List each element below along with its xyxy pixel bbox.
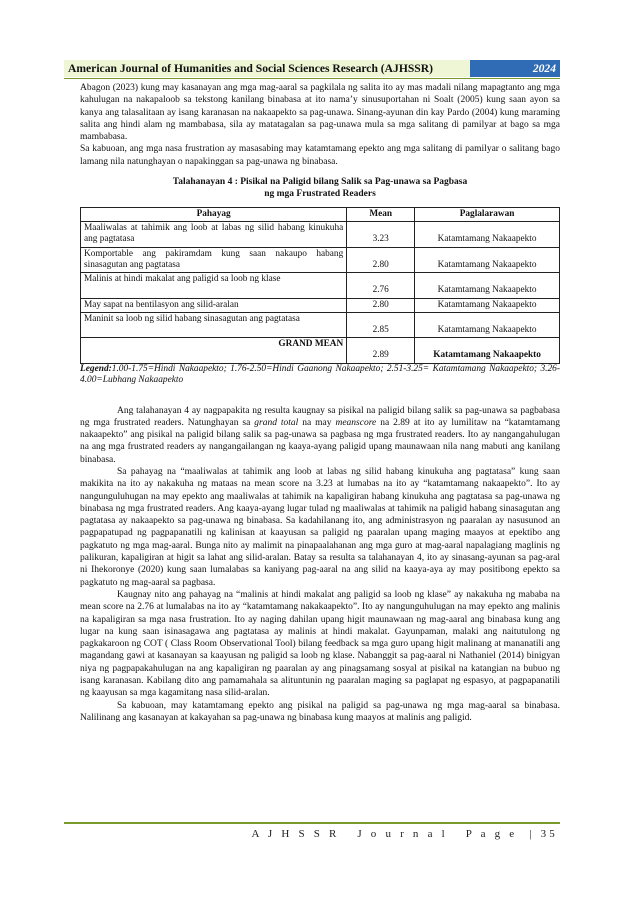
footer-page-number: P a g e | 35 [465,828,558,840]
cell-paglalarawan: Katamtamang Nakaapekto [415,247,560,272]
body-paragraph-4: Sa kabuoan, may katamtamang epekto ang pisikal na paligid sa pag-unawa ng mga mag-aaral sa binabasa. Nalilinang ang kasanayan at kakayahan sa pag-unawa ng binabasa kung maayos at malinis ang paligid. [80,700,560,723]
col-header-pahayag: Pahayag [81,208,347,222]
legend-text: 1.00-1.75=Hindi Nakaapekto; 1.76-2.50=Hindi Gaanong Nakaapekto; 2.51-3.25= Katamtamang Nakaapekto; 3.26-4.00=Lubhang Nakaapekto [80,363,560,386]
journal-year: 2024 [470,60,560,77]
table-header-row [81,208,560,222]
intro-paragraph-2: Sa kabuoan, ang mga nasa frustration ay masasabing may katamtamang epekto ang mga salitang di pamilyar o salitang bago lamang nila natunghayan o napakinggan sa pag-unawa ng binabasa. [80,144,560,167]
table-caption [80,176,560,200]
table-row [81,247,560,272]
table-caption-line-2: ng mga Frustrated Readers [264,189,376,200]
col-header-mean: Mean [347,208,415,222]
body-paragraph-2: Sa pahayag na “maaliwalas at tahimik ang loob at labas ng silid habang kinukuha ang pagtatasa” kung saan makikita na ito ay nakakuha ng mataas na mean score na 3.23 at lumabas na ito ay “katamtamang nakaapekto”. Ito ay nangunguluhugan na may epekto ang maaliwalas at tahimik na kapaligiran habang kinukuha ang pagtatasa sa pag-unawa ng binabasa ng mga frustrated readers. Ang kaaya-ayang lugar tulad ng maaliwalas at tahimik na paligid habang sinasagutan ang pagtatasa ay nakaapekto sa pag-unawa ng binabasa. Sa kadahilanang ito, ang administrasyon ng paaralan ay nasusunod an pagpapatupad ng pagpapanatili ng kalinisan at kaayusan sa paligid ng paaralan upang maging maayos at epektibo ang pagkatuto ng mga mag-aaral. Bunga nito ay malimit na pinapaalahanan ang mga guro at mag-aaral napalagiang maglinis ng palikuran, kapaligiran at higit sa lahat ang silid-aralan. Batay sa resulta sa talahanayan 4, ito ay sinasang-ayunan sa pag-aral ni Ihekoronye (2020) kung saan lumalabas sa kaniyang pag-aaral na ang silid na kaaya-aya ay may positibong epekto sa pagkatuto ng mag-aaral sa pagbasa. [80,467,560,588]
footer-journal: A J H S S R J o u r n a l [251,828,448,840]
table-caption-line-1: Talahanayan 4 : Pisikal na Paligid bilang Salik sa Pag-unawa sa Pagbasa [172,177,468,188]
grand-mean-row [81,338,560,363]
header-divider [64,78,560,79]
body-paragraph-1-part: Ang talahanayan 4 ay nagpapakita ng resulta kaugnay sa pisikal na paligid bilang salik sa pag-unawa sa pagbabasa ng mga frustrated readers. Natunghayan sa [80,405,560,428]
cell-paglalarawan: Katamtamang Nakaapekto [415,273,560,298]
table-row [81,312,560,337]
journal-header [64,60,560,77]
legend-label: Legend: [80,363,112,374]
cell-pahayag: Komportable ang pakiramdam kung saan nakaupo habang sinasagutan ang pagtatasa [81,247,347,272]
cell-mean: 2.80 [347,247,415,272]
term-meanscore: meanscore [335,417,377,428]
body-paragraph-1-part: na may [298,417,336,428]
grand-mean-label-text: GRAND MEAN [278,339,344,350]
cell-mean: 3.23 [347,222,415,247]
grand-mean-value: 2.89 [347,338,415,363]
cell-paglalarawan: Katamtamang Nakaapekto [415,222,560,247]
grand-mean-description: Katamtamang Nakaapekto [415,338,560,363]
footer-divider [64,822,560,824]
table-row [81,298,560,312]
cell-pahayag [81,273,347,298]
grand-mean-label [81,338,347,363]
cell-mean: 2.80 [347,298,415,312]
term-grand-total: grand total [254,417,299,428]
col-header-paglalarawan: Paglalarawan [415,208,560,222]
body-paragraph-1 [80,405,560,466]
cell-paglalarawan: Katamtamang Nakaapekto [415,298,560,312]
cell-pahayag-text: Malinis at hindi makalat ang paligid sa loob ng klase [84,274,281,285]
cell-pahayag: Maaliwalas at tahimik ang loob at labas ng silid habang kinukuha ang pagtatasa [81,222,347,247]
intro-paragraph-1: Abagon (2023) kung may kasanayan ang mga mag-aaral sa pagkilala ng salita ito ay mas madali nilang mapagtanto ang mga kahulugan na nakapaloob sa tekstong kanilang binabasa at ito nama’y sinusuportahan ni Soalt (2005) kung saan ayon sa kanya ang talasalitaan ay isang karanasan na nakaapekto sa pag-unawa. Sinang-ayunan din kay Pardo (2004) kung maraming salita ang hindi alam ng mambabasa, sila ay matatagalan sa pag-unawa mula sa mga salitang di pamilyar at bago sa mga mambabasa. [80,83,560,143]
table-legend [80,364,560,387]
cell-pahayag [81,312,347,337]
page-content [80,82,560,724]
cell-pahayag: May sapat na bentilasyon ang silid-aralan [81,298,347,312]
cell-pahayag-text: Maninit sa loob ng silid habang sinasagutan ang pagtatasa [84,313,300,324]
cell-mean: 2.85 [347,312,415,337]
journal-title: American Journal of Humanities and Social Sciences Research (AJHSSR) [64,60,470,77]
cell-mean: 2.76 [347,273,415,298]
results-table [80,207,560,363]
body-paragraph-3: Kaugnay nito ang pahayag na “malinis at hindi makalat ang paligid sa loob ng klase” ay nakakuha ng mababa na mean score na 2.76 at lumalabas na ito ay “katamtamang nakakaapekto”. Ito ay nangunguhulugan na may epekto ang malinis na kapaligiran sa mga nasa frustration. Ito ay naging dahilan upang higit maunawaan ng mag-aaral ang binabasa kung ang lugar na kung saan isinasagawa ang pagtatasa ay malinis at hindi makalat. Gayunpaman, malaki ang naitutulong ng pagkakaroon ng COT ( Class Room Observational Tool) bilang feedback sa mga guro upang higit malinang at mananatili ang magandang gawi at kasanayan sa kaayusan ng paligid sa loob ng klase. Nabanggit sa pag-aaral ni Nathaniel (2014) binigyan niya ng pagpapakahulugan na ang kapaligiran ng paaralan ay ang pinagsamang sosyal at pisikal na katangian na bubuo ng isang karanasan. Kabilang dito ang pamamahala sa alituntunin ng paaralan maging sa paglapat ng espasyo, at pagpapanatili ng kaayusan sa mga kagamitang nasa silid-aralan. [80,589,560,699]
body-paragraph-1-part: na 2.89 at ito ay lumilitaw na “katamtamang nakaapekto” ang pisikal na paligid bilang salik sa pag-unawa sa pagbasa ng mga frustrated readers. Ito ay nangangahulugan na ang mga frustrated readers ay nangangailangan ng kaaya-ayang paligid upang maunawaan nila nang mabuti ang kanilang binabasa. [80,417,560,465]
table-row [81,273,560,298]
cell-paglalarawan: Katamtamang Nakaapekto [415,312,560,337]
page-footer [251,828,558,840]
table-row [81,222,560,247]
